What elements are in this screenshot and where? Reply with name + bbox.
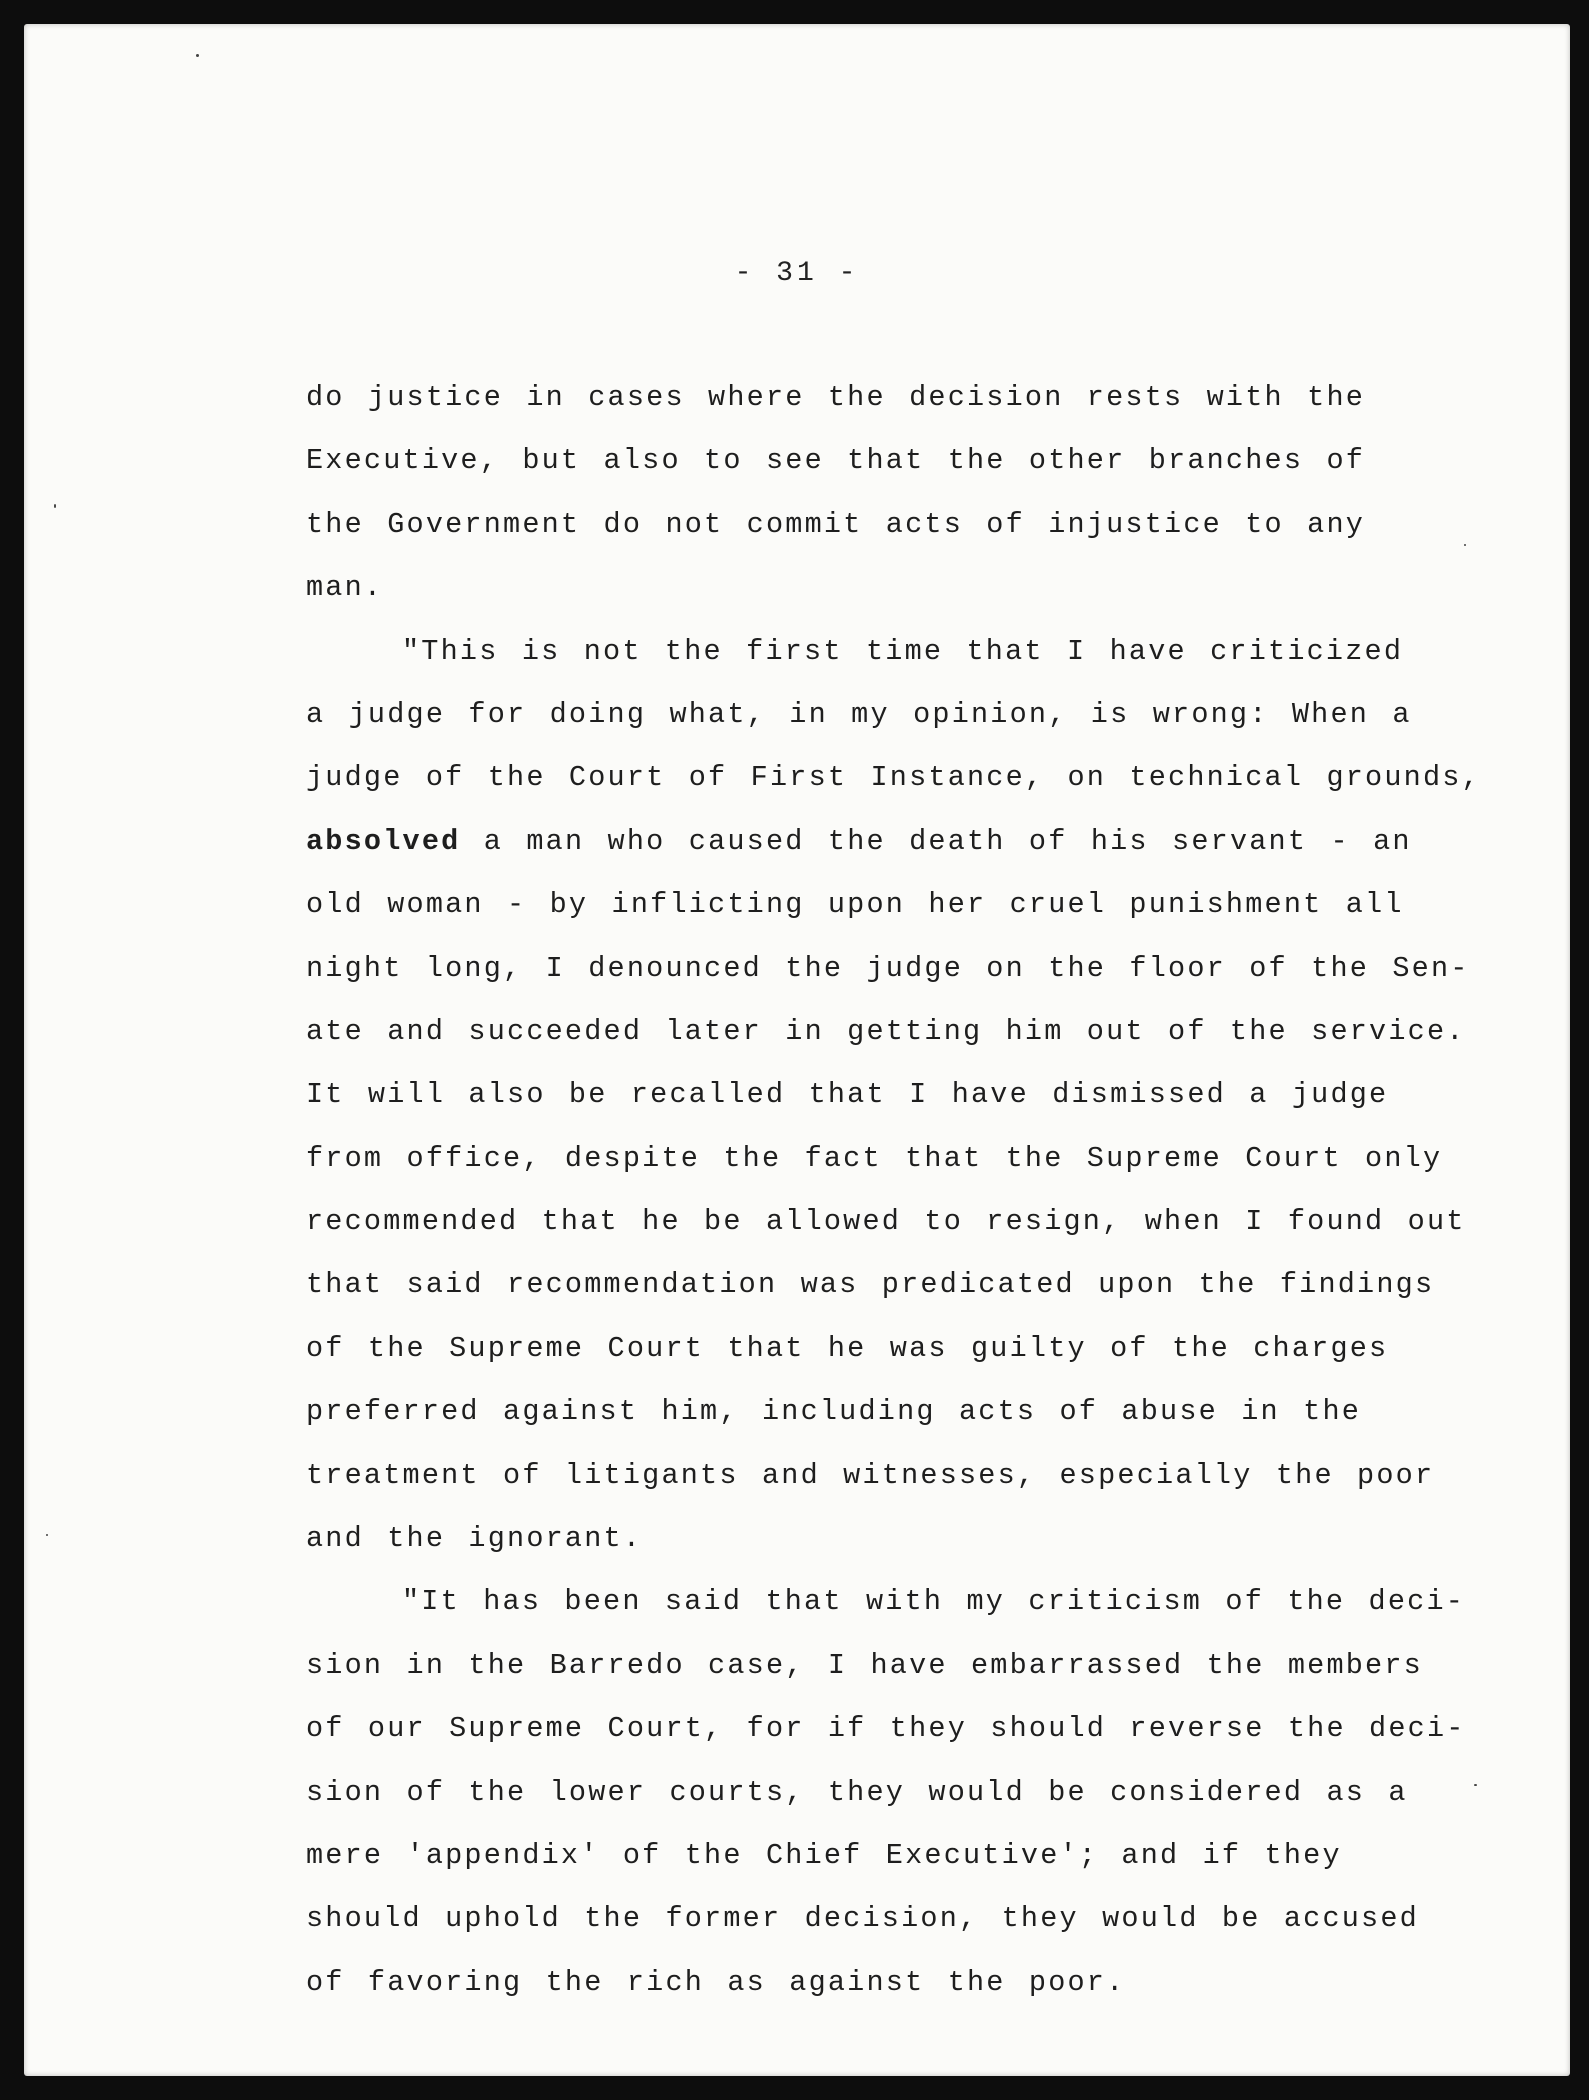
text-line: preferred against him, including acts of abuse in the	[306, 1395, 1362, 1429]
text-line: do justice in cases where the decision rests with the	[306, 381, 1366, 414]
scan-speck	[46, 1534, 48, 1536]
body-text	[306, 366, 1481, 2014]
scan-speck	[1474, 1784, 1477, 1786]
text-line: the Government do not commit acts of injustice to any	[306, 507, 1366, 541]
text-line: of the Supreme Court that he was guilty of the charges	[306, 1331, 1389, 1365]
text-line: of favoring the rich as against the poor.	[306, 1965, 1126, 1999]
text-line	[306, 810, 1466, 873]
scan-speck	[196, 54, 199, 57]
text-line: It will also be recalled that I have dismissed a judge	[306, 1078, 1389, 1112]
page-number: - 31 -	[734, 258, 860, 289]
text-line: of our Supreme Court, for if they should reverse the deci-	[306, 1712, 1466, 1746]
text-line: and the ignorant.	[306, 1522, 643, 1556]
text-line: a judge for doing what, in my opinion, is wrong: When a	[306, 697, 1412, 731]
text-line: ate and succeeded later in getting him out of the service.	[306, 1014, 1466, 1048]
text-line: sion in the Barredo case, I have embarrassed the members	[306, 1648, 1423, 1682]
text-line: from office, despite the fact that the Supreme Court only	[306, 1141, 1443, 1175]
text-line: sion of the lower courts, they would be considered as a	[306, 1775, 1408, 1809]
text-line: old woman - by inflicting upon her cruel punishment all	[306, 888, 1404, 922]
text-line: Executive, but also to see that the other branches of	[306, 444, 1366, 478]
text-line: "This is not the first time that I have criticized	[402, 634, 1404, 668]
typed-page	[24, 24, 1570, 2076]
text-line: night long, I denounced the judge on the floor of the Sen-	[306, 951, 1470, 985]
text-line: mere 'appendix' of the Chief Executive'; and if they	[306, 1838, 1342, 1872]
text-line: recommended that he be allowed to resign, when I found out	[306, 1205, 1466, 1239]
bold-word: absolved	[306, 824, 461, 858]
scan-speck	[54, 504, 56, 508]
line-text: a man who caused the death of his servant - an	[460, 824, 1412, 858]
text-line: should uphold the former decision, they would be accused	[306, 1902, 1419, 1936]
text-line: "It has been said that with my criticism of the deci-	[402, 1585, 1466, 1619]
text-line: that said recommendation was predicated upon the findings	[306, 1268, 1435, 1302]
text-line: judge of the Court of First Instance, on technical grounds,	[306, 761, 1481, 795]
text-line: treatment of litigants and witnesses, especially the poor	[306, 1458, 1435, 1492]
text-line: man.	[306, 571, 384, 605]
